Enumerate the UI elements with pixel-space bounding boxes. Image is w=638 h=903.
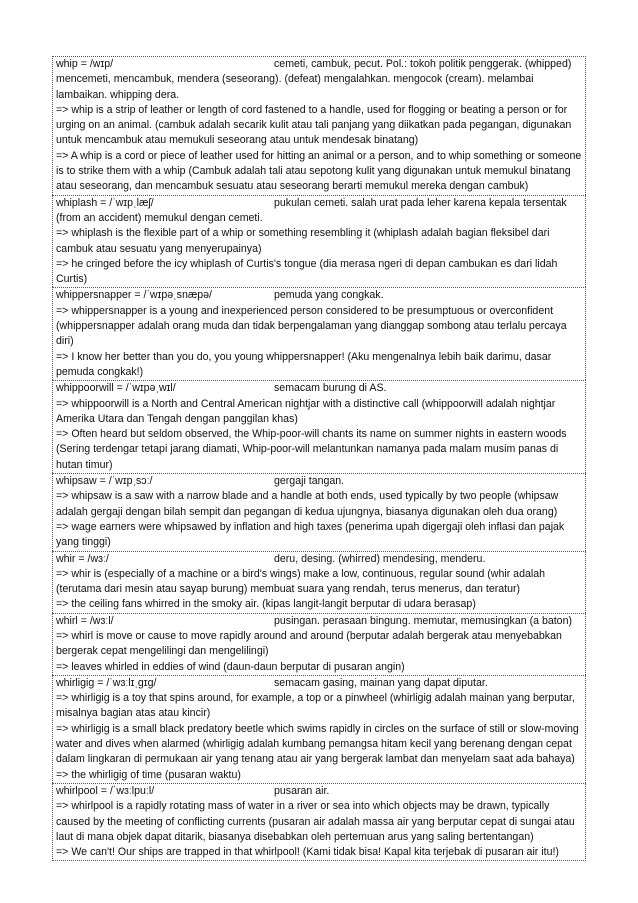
entry-headword: whipsaw = /ˈwɪpˌsɔː/ bbox=[56, 475, 153, 488]
entry-translation: cemeti, cambuk, pecut. Pol.: tokoh politik penggerak. (whipped) mencemeti, mencambuk, mendera (seseorang). (defeat) mengalahkan. mengocok (cream). melambai lambaikan. whipping dera. bbox=[56, 58, 572, 101]
entry-translation: pemuda yang congkak. bbox=[274, 289, 384, 302]
entry-example-line: => whirligig is a small black predatory beetle which swims rapidly in circles on the surface of still or slow-moving water and dives when alarmed (whirligig adalah kumbang pemangsa hitam kecil yang berenang dengan cepat dalam lingkaran di permukaan air yang tenang atau air yang bergerak lambat dan menyelam saat ada bahaya) bbox=[56, 722, 579, 766]
entry-header bbox=[56, 57, 582, 103]
entry-header bbox=[56, 552, 582, 567]
entry-translation: semacam gasing, mainan yang dapat diputar. bbox=[274, 676, 488, 689]
entry-example-line: => whir is (especially of a machine or a bird's wings) make a low, continuous, regular sound (whir adalah (terutama dari mesin atau sayap burung) membuat suara yang rendah, terus menerus, dan teratur) bbox=[56, 567, 545, 596]
entry-headword: whippoorwill = /ˈwɪpəˌwɪl/ bbox=[56, 382, 176, 395]
entry-example-line: => the ceiling fans whirred in the smoky air. (kipas langit-langit berputar di udara berasap) bbox=[56, 598, 476, 611]
entry-header bbox=[56, 474, 582, 489]
entry-example-line: => whippersnapper is a young and inexperienced person considered to be presumptuous or overconfident (whippersnapper adalah orang muda dan tidak berpengalaman yang dianggap sombong atau terlalu percaya diri) bbox=[56, 304, 567, 348]
dictionary-entry bbox=[52, 551, 586, 613]
entry-example-line: => I know her better than you do, you young whippersnapper! (Aku mengenalnya lebih baik darimu, dasar pemuda congkak!) bbox=[56, 350, 552, 378]
entry-header bbox=[56, 196, 582, 227]
entry-translation: pukulan cemeti. salah urat pada leher karena kepala tersentak (from an accident) memukul dengan cemeti. bbox=[56, 196, 567, 224]
dictionary-entry bbox=[52, 287, 586, 380]
entry-example-line: => Often heard but seldom observed, the Whip-poor-will chants its name on summer nights in eastern woods (Sering terdengar tetapi jarang diamati, Whip-poor-will melantunkan namanya pada malam musim panas di hutan timur) bbox=[56, 428, 567, 471]
dictionary-page bbox=[52, 56, 586, 861]
entry-headword: whirlpool = /ˈwɜːlpuːl/ bbox=[56, 784, 155, 797]
entry-translation: semacam burung di AS. bbox=[274, 382, 387, 395]
entry-example-line: => whirl is move or cause to move rapidly around and around (berputar adalah bergerak atau menyebabkan bergerak cepat mengelilingi dan mengelilingi) bbox=[56, 629, 562, 658]
entry-example-line: => whippoorwill is a North and Central American nightjar with a distinctive call (whippoorwill adalah nightjar Amerika Utara dan Tengah dengan panggilan khas) bbox=[56, 397, 556, 425]
entry-example-line: => We can't! Our ships are trapped in that whirlpool! (Kami tidak bisa! Kapal kita terjebak di pusaran air itu!) bbox=[56, 846, 559, 859]
dictionary-entry bbox=[52, 195, 586, 288]
dictionary-entry bbox=[52, 473, 586, 550]
entry-header bbox=[56, 676, 582, 691]
entry-headword: whiplash = /ˈwɪpˌlæʃ/ bbox=[56, 196, 154, 209]
entry-header bbox=[56, 614, 582, 629]
dictionary-entry bbox=[52, 380, 586, 473]
entry-example-line: => whiplash is the flexible part of a whip or something resembling it (whiplash adalah bagian fleksibel dari cambuk atau sesuatu yang menyerupainya) bbox=[56, 227, 550, 255]
entry-translation: deru, desing. (whirred) mendesing, menderu. bbox=[274, 552, 486, 565]
entry-headword: whir = /wɜː/ bbox=[56, 552, 109, 565]
entry-example-line: => whipsaw is a saw with a narrow blade and a handle at both ends, used typically by two people (whipsaw adalah gergaji dengan bilah sempit dan pegangan di kedua ujungnya, biasanya digunakan oleh dua orang) bbox=[56, 490, 559, 518]
entry-headword: whippersnapper = /ˈwɪpəˌsnæpə/ bbox=[56, 289, 212, 302]
entry-headword: whip = /wɪp/ bbox=[56, 58, 114, 70]
dictionary-entry bbox=[52, 56, 586, 195]
entry-header bbox=[56, 784, 582, 799]
dictionary-entry bbox=[52, 783, 586, 861]
dictionary-entry bbox=[52, 613, 586, 675]
entry-example-line: => whirligig is a toy that spins around, for example, a top or a pinwheel (whirligig adalah mainan yang berputar, misalnya bagian atas atau kincir) bbox=[56, 692, 575, 720]
entry-header bbox=[56, 288, 582, 303]
entry-headword: whirligig = /ˈwɜːlɪˌɡɪɡ/ bbox=[56, 676, 157, 689]
entry-header bbox=[56, 381, 582, 396]
entry-example-line: => whirlpool is a rapidly rotating mass of water in a river or sea into which objects may be drawn, typically caused by the meeting of conflicting currents (pusaran air adalah massa air yang berputar cepat di sungai atau laut di mana objek dapat ditarik, biasanya disebabkan oleh pertemuan arus yang saling bertentangan) bbox=[56, 800, 575, 843]
entry-example-line: => the whirligig of time (pusaran waktu) bbox=[56, 768, 241, 781]
entry-example-line: => wage earners were whipsawed by inflation and high taxes (penerima upah digergaji oleh inflasi dan pajak yang tinggi) bbox=[56, 520, 565, 549]
entry-example-line: => leaves whirled in eddies of wind (daun-daun berputar di pusaran angin) bbox=[56, 660, 405, 673]
entry-translation: pusingan. perasaan bingung. memutar, memusingkan (a baton) bbox=[274, 614, 572, 627]
entry-headword: whirl = /wɜːl/ bbox=[56, 614, 114, 627]
entry-example-line: => A whip is a cord or piece of leather used for hitting an animal or a person, and to whip something or someone is to strike them with a whip (Cambuk adalah tali atau sepotong kulit yang digunakan untuk memukul binatang atau seseorang, dan mencambuk sesuatu atau seseorang berarti memukul mereka dengan cambuk) bbox=[56, 149, 582, 193]
entry-example-line: => whip is a strip of leather or length of cord fastened to a handle, used for flogging or beating a person or for urging on an animal. (cambuk adalah secarik kulit atau tali panjang yang diikatkan pada pegangan, digunakan untuk mencambuk atau memukuli seseorang atau untuk mendesak binatang) bbox=[56, 103, 572, 147]
entry-example-line: => he cringed before the icy whiplash of Curtis's tongue (dia merasa ngeri di depan cambukan es dari lidah Curtis) bbox=[56, 257, 558, 286]
entry-translation: pusaran air. bbox=[274, 784, 330, 797]
dictionary-entry bbox=[52, 675, 586, 783]
entry-translation: gergaji tangan. bbox=[274, 475, 345, 488]
